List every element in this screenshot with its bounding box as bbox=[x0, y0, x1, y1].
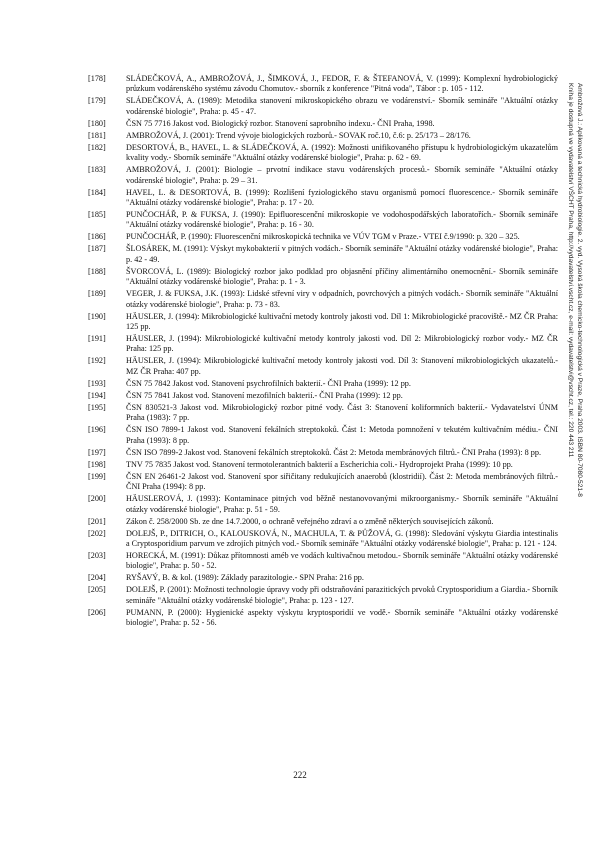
reference-item bbox=[88, 573, 558, 583]
reference-text: ČSN ISO 7899-2 Jakost vod. Stanovení fekálních streptokoků. Část 2: Metoda membránových filtrů.- ČNI Praha (1993): 8 pp. bbox=[126, 447, 541, 457]
reference-text: HAVEL, L. & DESORTOVÁ, B. (1999): Rozlišení fyziologického stavu organismů pomocí fluorescence.- Sborník semináře "Aktuální otázky vodárenské biologie", Praha: p. 17 - 20. bbox=[126, 187, 558, 208]
reference-text: ŠVORCOVÁ, L. (1989): Biologický rozbor jako podklad pro objasnění příčiny alimentárního onemocnění.- Sborník semináře "Aktuální otázky vodárenské biologie", Praha: p. 1 - 3. bbox=[126, 266, 558, 287]
reference-item bbox=[88, 472, 558, 493]
reference-number: [179] bbox=[88, 96, 106, 106]
reference-item bbox=[88, 379, 558, 389]
reference-item bbox=[88, 585, 558, 606]
reference-item bbox=[88, 494, 558, 515]
reference-number: [194] bbox=[88, 390, 106, 400]
reference-item bbox=[88, 289, 558, 310]
reference-text: Zákon č. 258/2000 Sb. ze dne 14.7.2000, o ochraně veřejného zdraví a o změně některých souvisejících zákonů. bbox=[126, 516, 494, 526]
reference-item bbox=[88, 551, 558, 572]
reference-number: [205] bbox=[88, 585, 106, 595]
reference-text: ČSN 830521-3 Jakost vod. Mikrobiologický rozbor pitné vody. Část 3: Stanovení koliformních bakterií.- Vydavatelství ÚNM Praha (1983): 7 pp. bbox=[126, 402, 558, 423]
reference-number: [183] bbox=[88, 165, 106, 175]
reference-item bbox=[88, 312, 558, 333]
reference-item bbox=[88, 232, 558, 242]
reference-text: HORECKÁ, M. (1991): Důkaz přítomnosti améb ve vodách kultivačnou metodou.- Sborník semináře "Aktuální otázky vodárenské biologie", Praha: p. 50 - 52. bbox=[126, 550, 558, 571]
reference-number: [206] bbox=[88, 607, 106, 617]
reference-number: [195] bbox=[88, 402, 106, 412]
reference-number: [193] bbox=[88, 378, 106, 388]
reference-number: [199] bbox=[88, 471, 106, 481]
reference-text: SLÁDEČKOVÁ, A. (1989): Metodika stanovení mikroskopického obrazu ve vodárenství.- Sborník semináře "Aktuální otázky vodárenské biologie", Praha: p. 45 - 47. bbox=[126, 96, 558, 116]
reference-number: [180] bbox=[88, 118, 106, 128]
reference-item bbox=[88, 96, 558, 117]
reference-text: AMBROŽOVÁ, J. (2001): Trend vývoje biologických rozborů.- SOVAK roč.10, č.6: p. 25/173 – 28/176. bbox=[126, 130, 471, 140]
reference-number: [190] bbox=[88, 311, 106, 321]
side-note-citation: Ambrožová J.: Aplikovaná a technická hydrobiologie. 2. vyd. Vysoká škola chemicko-technologická v Praze, Praha 2003. ISBN 80-7080-521-8 bbox=[576, 83, 583, 497]
reference-item bbox=[88, 356, 558, 377]
reference-number: [204] bbox=[88, 573, 106, 583]
reference-item bbox=[88, 517, 558, 527]
reference-text: AMBROŽOVÁ, J. (2001): Biologie – prvotní indikace stavu vodárenských procesů.- Sborník semináře "Aktuální otázky vodárenské biologie", Praha: p. 29 – 31. bbox=[126, 165, 558, 185]
reference-number: [187] bbox=[88, 244, 106, 254]
reference-item bbox=[88, 448, 558, 458]
reference-number: [201] bbox=[88, 516, 106, 526]
reference-number: [189] bbox=[88, 289, 106, 299]
reference-text: PUMANN, P. (2000): Hygienické aspekty výskytu kryptosporidií ve vodě.- Sborník semináře "Aktuální otázky vodárenské biologie", Praha: p. 52 - 56. bbox=[126, 607, 558, 628]
reference-number: [188] bbox=[88, 266, 106, 276]
reference-number: [197] bbox=[88, 447, 106, 457]
reference-number: [178] bbox=[88, 74, 106, 83]
reference-text: DOLEJŠ, P., DITRICH, O., KALOUSKOVÁ, N., MACHULA, T. & PŮŽOVÁ, G. (1998): Sledování výskytu Giardia intestinalis a Cryptosporidium parvum ve zdrojích pitných vod.- Sborník semináře "Aktuální otázky vodárenské biologie", Praha: p. 121 - 124. bbox=[126, 528, 558, 548]
reference-item bbox=[88, 425, 558, 446]
reference-number: [192] bbox=[88, 356, 106, 366]
reference-number: [186] bbox=[88, 232, 106, 242]
reference-item bbox=[88, 529, 558, 550]
reference-number: [185] bbox=[88, 210, 106, 220]
reference-number: [182] bbox=[88, 142, 106, 152]
reference-item bbox=[88, 74, 558, 95]
reference-item bbox=[88, 267, 558, 288]
reference-item bbox=[88, 210, 558, 231]
reference-text: HÄUSLER, J. (1994): Mikrobiologické kultivační metody kontroly jakosti vod. Díl 2: Mikrobiologický rozbor vody.- MZ ČR Praha: 125 pp. bbox=[126, 334, 558, 354]
reference-item bbox=[88, 165, 558, 186]
reference-number: [203] bbox=[88, 550, 106, 560]
reference-item bbox=[88, 143, 558, 164]
reference-text: ČSN 75 7841 Jakost vod. Stanovení mezofilních bakterií.- ČNI Praha (1999): 12 pp. bbox=[126, 390, 403, 400]
reference-number: [202] bbox=[88, 528, 106, 538]
reference-text: RYŠAVÝ, B. & kol. (1989): Základy parazitologie.- SPN Praha: 216 pp. bbox=[126, 573, 364, 583]
reference-text: ČSN EN 26461-2 Jakost vod. Stanovení spor siřičitany redukujících anaerobů (klostridií). Část 2: Metoda membránových filtrů.- ČNI Praha (1994): 8 pp. bbox=[126, 471, 558, 492]
reference-text: PUNČOCHÁŘ, P. (1990): Fluorescenční mikroskopická technika ve VÚV TGM v Praze.- VTEI č.9/1990: p. 320 – 325. bbox=[126, 232, 520, 242]
reference-text: DOLEJŠ, P. (2001): Možnosti technologie úpravy vody při odstraňování parazitických prvoků Cryptosporidium a Giardia.- Sborník semináře "Aktuální otázky vodárenské biologie", Praha: p. 123 - 127. bbox=[126, 585, 558, 605]
reference-text: DESORTOVÁ, B., HAVEL, L. & SLÁDEČKOVÁ, A. (1992): Možnosti unifikovaného přístupu k hydrobiologickým ukazatelům kvality vody.- Sborník semináře "Aktuální otázky vodárenské biologie", Praha: p. 62 - 69. bbox=[126, 142, 558, 163]
reference-text: VEGER, J. & FUKSA, J.K. (1993): Lidské střevní viry v odpadních, povrchových a pitných vodách.- Sborník semináře "Aktuální otázky vodárenské biologie", Praha: p. 73 - 83. bbox=[126, 289, 558, 309]
side-note bbox=[567, 83, 589, 643]
reference-text: PUNČOCHÁŘ, P. & FUKSA, J. (1990): Epifluorescenční mikroskopie ve vodohospodářských laboratořích.- Sborník semináře "Aktuální otázky vodárenské biologie", Praha: p. 16 - 30. bbox=[126, 210, 558, 230]
reference-number: [198] bbox=[88, 459, 106, 469]
reference-item bbox=[88, 131, 558, 141]
reference-text: SLÁDEČKOVÁ, A., AMBROŽOVÁ, J., ŠIMKOVÁ, J., FEDOR, F. & ŠTEFANOVÁ, V. (1999): Komplexní hydrobiologický průzkum vodárenského systému závodu Chomutov.- sborník z konference "Pitná voda", Tábor : p. 105 - 112. bbox=[126, 74, 558, 94]
reference-number: [181] bbox=[88, 130, 106, 140]
reference-item bbox=[88, 460, 558, 470]
reference-text: HÄUSLER, J. (1994): Mikrobiologické kultivační metody kontroly jakosti vod. Díl 1: Mikrobiologické pracoviště.- MZ ČR Praha: 125 pp. bbox=[126, 311, 558, 332]
reference-item bbox=[88, 188, 558, 209]
reference-text: ŠLOSÁREK, M. (1991): Výskyt mykobakterií v pitných vodách.- Sborník semináře "Aktuální otázky vodárenské biologie", Praha: p. 42 - 49. bbox=[126, 244, 558, 264]
reference-text: ČSN ISO 7899-1 Jakost vod. Stanovení fekálních streptokoků. Část 1: Metoda pomnožení v tekutém kultivačním médiu.- ČNI Praha (1993): 8 pp. bbox=[126, 425, 558, 445]
reference-item bbox=[88, 244, 558, 265]
reference-item bbox=[88, 119, 558, 129]
reference-text: HÄUSLER, J. (1994): Mikrobiologické kultivační metody kontroly jakosti vod. Díl 3: Stanovení mikrobiologických ukazatelů.- MZ ČR Praha: 407 pp. bbox=[126, 356, 558, 376]
reference-text: TNV 75 7835 Jakost vod. Stanovení termotolerantních bakterií a Escherichia coli.- Hydroprojekt Praha (1999): 10 pp. bbox=[126, 459, 513, 469]
reference-number: [200] bbox=[88, 494, 106, 504]
reference-item bbox=[88, 334, 558, 355]
page-number: 222 bbox=[293, 770, 307, 780]
reference-list bbox=[88, 74, 558, 630]
reference-text: ČSN 75 7716 Jakost vod. Biologický rozbor. Stanovení saprobního indexu.- ČNI Praha, 1998. bbox=[126, 118, 435, 128]
reference-item bbox=[88, 608, 558, 629]
reference-item bbox=[88, 403, 558, 424]
reference-text: HÄUSLEROVÁ, J. (1993): Kontaminace pitných vod běžně nestanovovanými mikroorganismy.- Sborník semináře "Aktuální otázky vodárenské biologie", Praha: p. 51 - 59. bbox=[126, 494, 558, 514]
reference-number: [184] bbox=[88, 187, 106, 197]
reference-text: ČSN 75 7842 Jakost vod. Stanovení psychrofilních bakterií.- ČNI Praha (1999): 12 pp. bbox=[126, 378, 411, 388]
side-note-contact: Kniha je dostupná ve vydavatelství VŠCHT Praha, http://vydavatelstvi.vscht.cz, e-mail: vydavatelstvi@vscht.cz, tel.: 220 443 211 bbox=[567, 83, 574, 458]
reference-item bbox=[88, 391, 558, 401]
reference-number: [196] bbox=[88, 425, 106, 435]
reference-number: [191] bbox=[88, 334, 106, 344]
